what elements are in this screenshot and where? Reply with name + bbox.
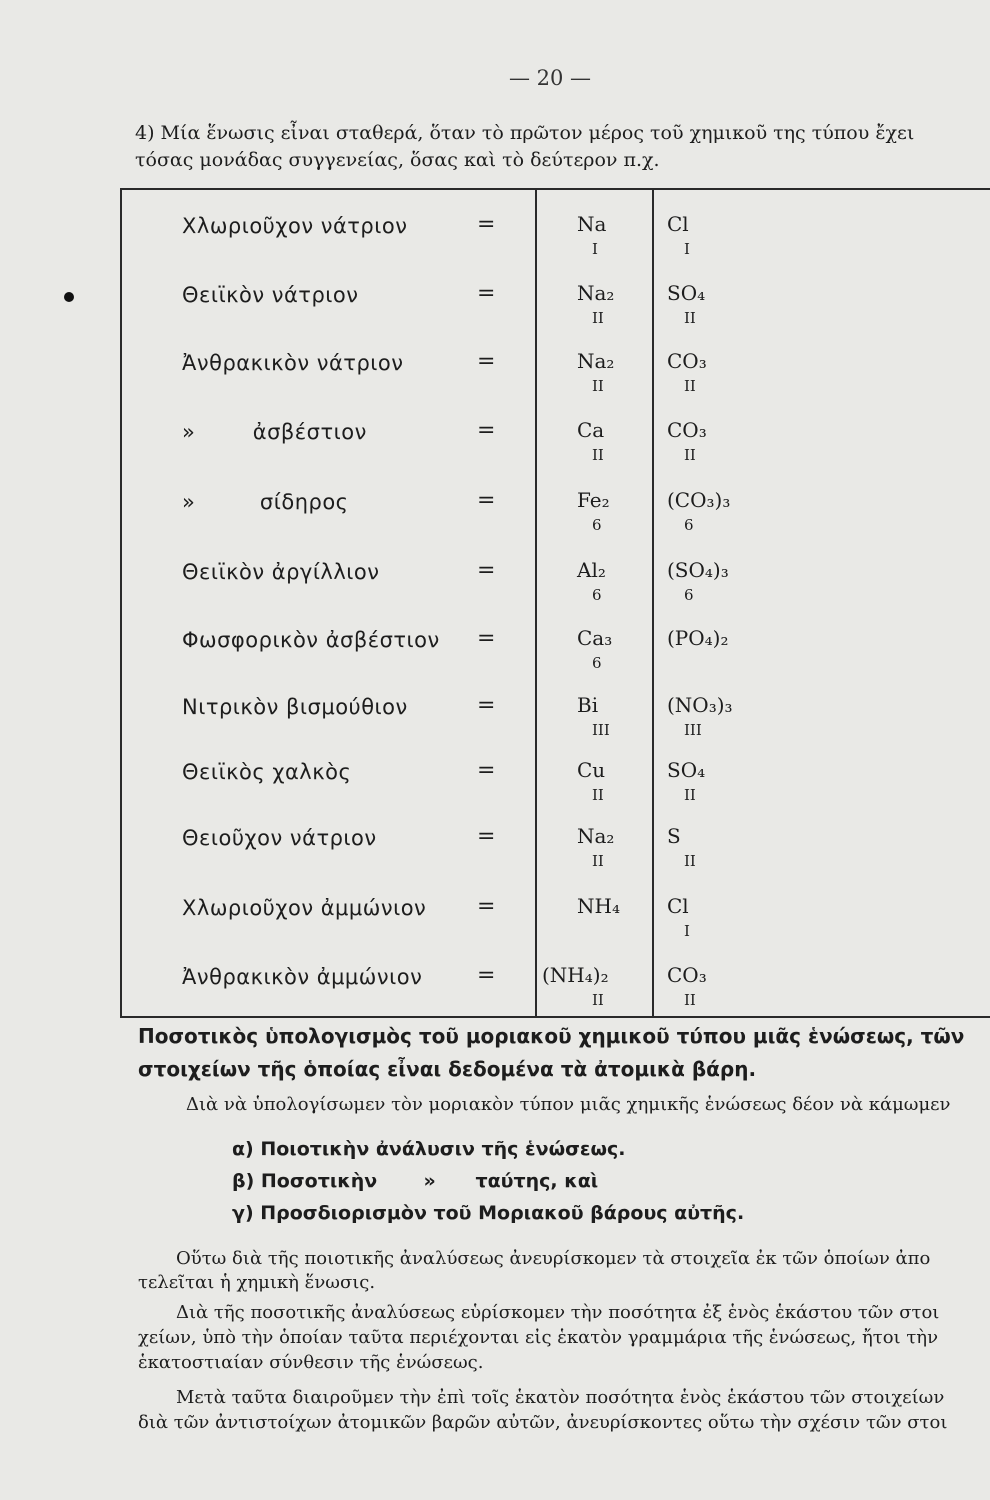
anion-valence: III: [684, 721, 702, 739]
cation-formula: Ca₃: [577, 626, 613, 650]
compound-name: » σίδηρος: [182, 490, 349, 514]
anion-formula: SO₄: [667, 758, 706, 782]
page-number: — 20 —: [508, 66, 592, 90]
paragraph-2-line-2: χείων, ὑπὸ τὴν ὁποίαν ταῦτα περιέχονται εἰς ἑκατὸν γραμμάρια τῆς ἑνώσεως, ἤτοι τὴν: [138, 1327, 939, 1348]
compound-name: Ἀνθρακικὸν νάτριον: [182, 351, 404, 375]
anion-formula: (NO₃)₃: [667, 693, 733, 717]
table-row: [122, 412, 982, 472]
compound-name: » ἀσβέστιον: [182, 420, 367, 444]
table-row: [122, 620, 982, 680]
anion-formula: (CO₃)₃: [667, 488, 731, 512]
cation-formula: Fe₂: [577, 488, 610, 512]
table-row: [122, 206, 982, 266]
cation-valence: 6: [592, 586, 602, 604]
anion-valence: II: [684, 991, 696, 1009]
compound-name: Θειϊκὸν νάτριον: [182, 283, 359, 307]
section-heading-line-1: Ποσοτικὸς ὑπολογισμὸς τοῦ μοριακοῦ χημικοῦ τύπου μιᾶς ἑνώσεως, τῶν: [138, 1024, 965, 1048]
table-row: [122, 752, 982, 812]
section-heading-line-2: στοιχείων τῆς ὁποίας εἶναι δεδομένα τὰ ἀτομικὰ βάρη.: [138, 1057, 757, 1081]
cation-valence: II: [592, 991, 604, 1009]
cation-valence: II: [592, 309, 604, 327]
cation-formula: Cu: [577, 758, 606, 782]
intro-paragraph: [135, 120, 990, 174]
table-row: [122, 687, 982, 747]
anion-formula: (PO₄)₂: [667, 626, 729, 650]
equals-sign: =: [477, 349, 496, 374]
cation-valence: 6: [592, 516, 602, 534]
cation-valence: 6: [592, 654, 602, 672]
anion-formula: Cl: [667, 894, 689, 918]
anion-valence: II: [684, 786, 696, 804]
compound-name: Νιτρικὸν βισμούθιον: [182, 695, 408, 719]
intro-line-1: 4) Μία ἕνωσις εἶναι σταθερά, ὅταν τὸ πρῶτον μέρος τοῦ χημικοῦ της τύπου ἔχει: [135, 122, 915, 144]
anion-valence: II: [684, 446, 696, 464]
formula-table: [120, 188, 990, 1018]
cation-formula: Na: [577, 212, 607, 236]
anion-formula: S: [667, 824, 681, 848]
equals-sign: =: [477, 212, 496, 237]
intro-line-2: τόσας μονάδας συγγενείας, ὅσας καὶ τὸ δεύτερον π.χ.: [135, 149, 660, 171]
step-molecular-weight: γ) Προσδιορισμὸν τοῦ Μοριακοῦ βάρους αὐτῆς.: [232, 1202, 745, 1224]
equals-sign: =: [477, 758, 496, 783]
equals-sign: =: [477, 963, 496, 988]
anion-valence: II: [684, 309, 696, 327]
lead-paragraph: Διὰ νὰ ὑπολογίσωμεν τὸν μοριακὸν τύπον μιᾶς χημικῆς ἑνώσεως δέον νὰ κάμωμεν: [186, 1094, 951, 1115]
cation-valence: III: [592, 721, 610, 739]
equals-sign: =: [477, 558, 496, 583]
anion-valence: II: [684, 852, 696, 870]
table-row: [122, 957, 982, 1017]
anion-valence: I: [684, 240, 690, 258]
compound-name: Ἀνθρακικὸν ἀμμώνιον: [182, 965, 423, 989]
cation-valence: II: [592, 377, 604, 395]
anion-valence: II: [684, 377, 696, 395]
cation-valence: II: [592, 852, 604, 870]
equals-sign: =: [477, 488, 496, 513]
compound-name: Θειϊκὸς χαλκὸς: [182, 760, 352, 784]
cation-formula: NH₄: [577, 894, 620, 918]
paragraph-1-line-2: τελεῖται ἡ χημικὴ ἕνωσις.: [138, 1272, 376, 1293]
anion-formula: CO₃: [667, 349, 707, 373]
cation-formula: Bi: [577, 693, 599, 717]
step-quantitative: β) Ποσοτικὴν » ταύτης, καὶ: [232, 1170, 599, 1192]
cation-formula: Ca: [577, 418, 605, 442]
paragraph-1-line-1: Οὕτω διὰ τῆς ποιοτικῆς ἀναλύσεως ἀνευρίσκομεν τὰ στοιχεῖα ἐκ τῶν ὁποίων ἀπο: [176, 1248, 931, 1269]
cation-valence: II: [592, 446, 604, 464]
anion-formula: CO₃: [667, 418, 707, 442]
compound-name: Θειοῦχον νάτριον: [182, 826, 377, 850]
equals-sign: =: [477, 281, 496, 306]
anion-formula: CO₃: [667, 963, 707, 987]
table-row: [122, 343, 982, 403]
paragraph-3-line-2: διὰ τῶν ἀντιστοίχων ἀτομικῶν βαρῶν αὐτῶν, ἀνευρίσκοντες οὕτω τὴν σχέσιν τῶν στοι: [138, 1412, 948, 1433]
cation-formula: Na₂: [577, 349, 615, 373]
equals-sign: =: [477, 418, 496, 443]
equals-sign: =: [477, 894, 496, 919]
anion-valence: I: [684, 922, 690, 940]
paragraph-2-line-3: ἑκατοστιαίαν σύνθεσιν τῆς ἑνώσεως.: [138, 1352, 484, 1373]
cation-formula: (NH₄)₂: [542, 963, 609, 987]
step-qualitative: α) Ποιοτικὴν ἀνάλυσιν τῆς ἑνώσεως.: [232, 1138, 626, 1160]
anion-valence: 6: [684, 516, 694, 534]
equals-sign: =: [477, 824, 496, 849]
anion-formula: Cl: [667, 212, 689, 236]
cation-formula: Na₂: [577, 824, 615, 848]
compound-name: Χλωριοῦχον νάτριον: [182, 214, 408, 238]
cation-valence: II: [592, 786, 604, 804]
table-row: [122, 888, 982, 948]
margin-dot: [64, 292, 74, 302]
cation-formula: Al₂: [577, 558, 606, 582]
compound-name: Χλωριοῦχον ἀμμώνιον: [182, 896, 427, 920]
paragraph-2-line-1: Διὰ τῆς ποσοτικῆς ἀναλύσεως εὑρίσκομεν τὴν ποσότητα ἐξ ἑνὸς ἑκάστου τῶν στοι: [176, 1302, 940, 1323]
compound-name: Φωσφορικὸν ἀσβέστιον: [182, 628, 440, 652]
compound-name: Θειϊκὸν ἀργίλλιον: [182, 560, 380, 584]
table-row: [122, 275, 982, 335]
anion-valence: 6: [684, 586, 694, 604]
cation-formula: Na₂: [577, 281, 615, 305]
table-row: [122, 818, 982, 878]
equals-sign: =: [477, 693, 496, 718]
paragraph-3-line-1: Μετὰ ταῦτα διαιροῦμεν τὴν ἐπὶ τοῖς ἑκατὸν ποσότητα ἑνὸς ἑκάστου τῶν στοιχείων: [176, 1387, 945, 1408]
equals-sign: =: [477, 626, 496, 651]
cation-valence: I: [592, 240, 598, 258]
table-row: [122, 482, 982, 542]
anion-formula: SO₄: [667, 281, 706, 305]
anion-formula: (SO₄)₃: [667, 558, 729, 582]
table-row: [122, 552, 982, 612]
